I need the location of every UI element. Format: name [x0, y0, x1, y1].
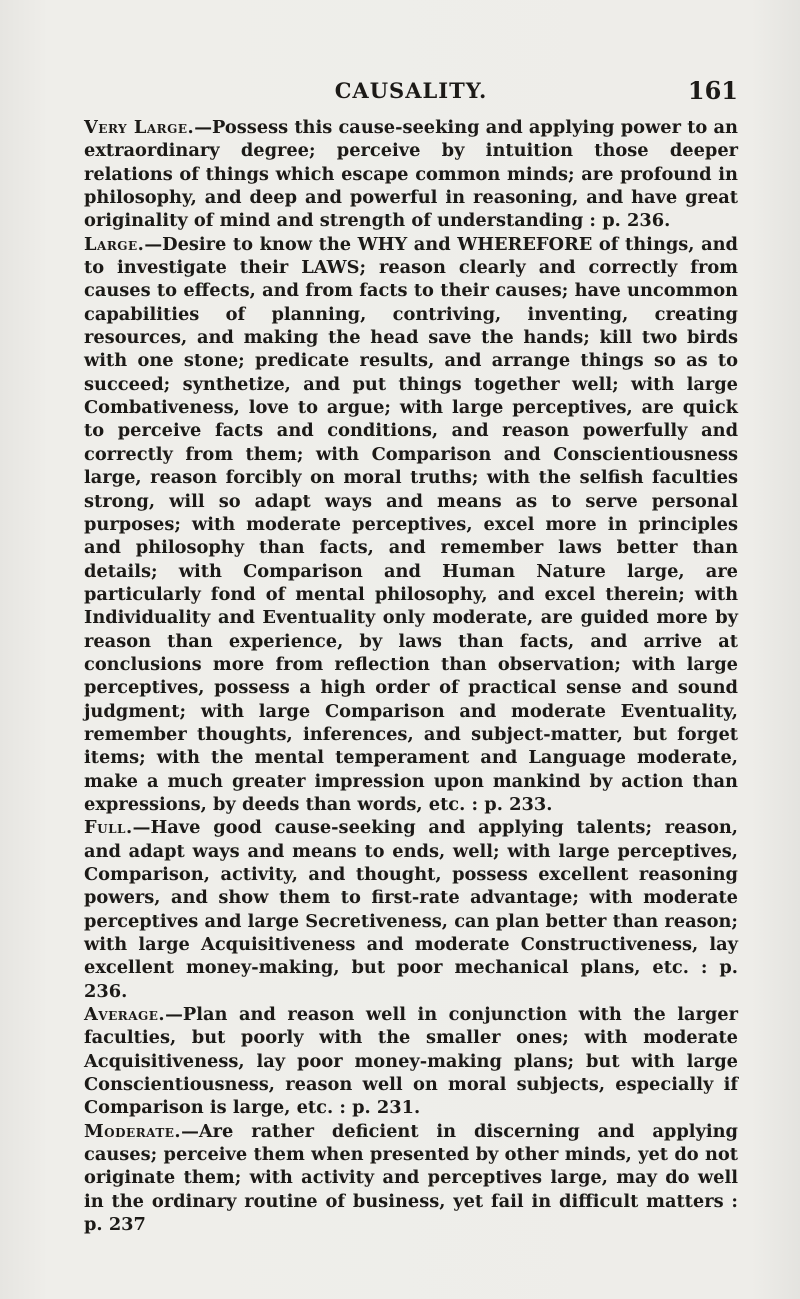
entry-moderate	[84, 1120, 738, 1237]
entry-text: —Possess this cause-seeking and applying power to an extraordinary degree; perceive by intuition those deeper relations of things which escape common minds; are profound in philosophy, and deep and powerful in reasoning, and have great originality of mind and strength of understanding : p. 236.	[84, 117, 738, 232]
page-body	[84, 116, 738, 1237]
entry-large	[84, 233, 738, 817]
entry-label: Average.	[84, 1004, 166, 1026]
entry-label: Full.	[84, 817, 133, 839]
entry-average	[84, 1003, 738, 1120]
page-header	[84, 78, 738, 112]
entry-text: —Are rather deficient in discerning and applying causes; perceive them when presented by other minds, yet do not originate them; with activity and perceptives large, may do well in the ordinary routine of business, yet fail in difficult matters : p. 237	[84, 1120, 738, 1236]
entry-very-large	[84, 116, 738, 233]
entry-text: —Plan and reason well in conjunction with the larger faculties, but poorly with the smaller ones; with moderate Acquisitiveness, lay poor money-making plans; but with large Conscientiousness, reason well on moral subjects, especially if Comparison is large, etc. : p. 231.	[84, 1004, 738, 1119]
page-number: 161	[687, 76, 738, 105]
entry-label: Moderate.	[84, 1120, 182, 1142]
entry-label: Large.	[84, 233, 145, 255]
entry-full	[84, 816, 738, 1003]
entry-text: —Have good cause-seeking and applying talents; reason, and adapt ways and means to ends, well; with large perceptives, Comparison, activity, and thought, possess excellent reasoning powers, and show them to first-rate advantage; with moderate perceptives and large Secretiveness, can plan better than reason; with large Acquisitiveness and moderate Constructiveness, lay excellent money-making, but poor mechanical plans, etc. : p. 236.	[84, 817, 738, 1002]
entry-label: Very Large.	[84, 117, 195, 138]
running-head: CAUSALITY.	[334, 78, 488, 103]
entry-text: —Desire to know the WHY and WHEREFORE of things, and to investigate their LAWS; reason clearly and correctly from causes to effects, and from facts to their causes; have uncommon capabilities of planning, contriving, inventing, creating resources, and making the head save the hands; kill two birds with one stone; predicate results, and arrange things so as to succeed; synthetize, and put things together well; with large Combativeness, love to argue; with large perceptives, are quick to perceive facts and conditions, and reason powerfully and correctly from them; with Comparison and Conscientiousness large, reason forcibly on moral truths; with the selfish faculties strong, will so adapt ways and means as to serve personal purposes; with moderate perceptives, excel more in principles and philosophy than facts, and remember laws better than details; with Comparison and Human Nature large, are particularly fond of mental philosophy, and excel therein; with Individuality and Eventuality only moderate, are guided more by reason than experience, by laws than facts, and arrive at conclusions more from reflection than observation; with large perceptives, possess a high order of practical sense and sound judgment; with large Comparison and moderate Eventuality, remember thoughts, inferences, and subject-matter, but forget items; with the mental temperament and Language moderate, make a much greater impression upon mankind by action than expressions, by deeds than words, etc. : p. 233.	[84, 233, 738, 815]
